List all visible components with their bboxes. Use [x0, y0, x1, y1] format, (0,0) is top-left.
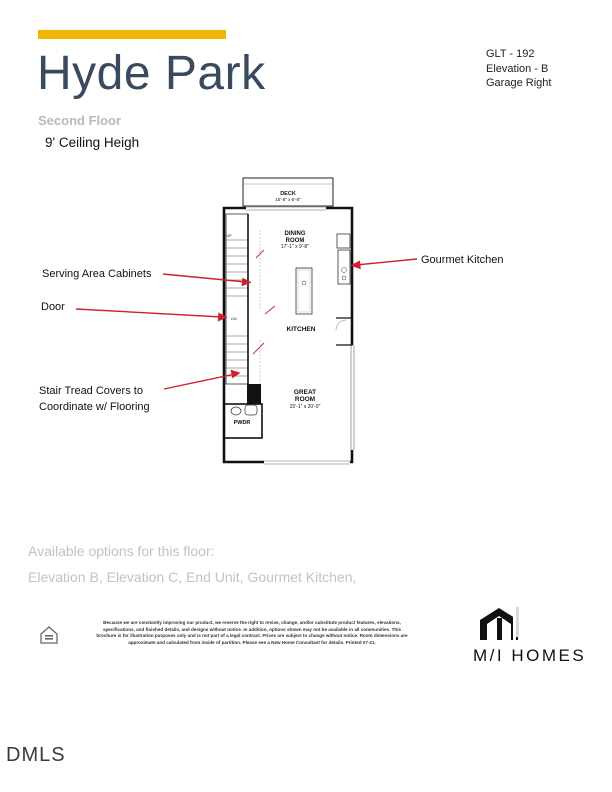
great-name-2: ROOM [294, 396, 316, 403]
deck-size: 15'-8" x 6'-8" [275, 197, 301, 202]
dmls-watermark: DMLS [6, 744, 66, 766]
kitchen-name: KITCHEN [286, 326, 316, 333]
callout-serving-cabinets: Serving Area Cabinets [42, 268, 152, 280]
column [247, 384, 261, 404]
elevation-label: Elevation - B [486, 62, 549, 75]
callout-door: Door [41, 301, 65, 313]
deck-name: DECK [280, 191, 296, 197]
options-list: Elevation B, Elevation C, End Unit, Gourmet Kitchen, [28, 569, 357, 585]
stair-up-label: UP [226, 234, 232, 238]
floor-label: Second Floor [38, 113, 122, 128]
legal-disclaimer: Because we are constantly improving our product, we reserve the right to revise, change, and/or substitute product features, elevations, specifications, and finished details, and designs without notice. In addition, options shown may not be available in all communities. This brochure is for illustration purposes only and is not part of a legal contract. Prices are subject to change without notice. Room dimensions are approximate and calculated from inside of partition. Please see a New Home Consultant for details. Printed 07-21. [96, 620, 408, 645]
mi-homes-logo-icon [478, 604, 520, 642]
callout-gourmet-kitchen: Gourmet Kitchen [421, 254, 504, 266]
options-heading: Available options for this floor: [28, 543, 215, 559]
plan-code: GLT - 192 [486, 48, 535, 60]
equal-housing-icon [38, 624, 60, 646]
stairs [226, 214, 248, 384]
mi-homes-logo-text: M/I HOMES [473, 646, 587, 665]
stair-dn-label: DN [231, 317, 237, 321]
kitchen-island [296, 268, 312, 314]
great-name-1: GREAT [293, 389, 317, 396]
dining-size: 17'-1" x 9'-8" [281, 244, 309, 250]
plan-title: Hyde Park [37, 47, 266, 100]
garage-label: Garage Right [486, 77, 552, 89]
pwdr-name: PWDR [233, 420, 251, 426]
callout-stair-line1: Stair Tread Covers to [39, 385, 143, 397]
great-size: 15'-1" x 20'-0" [289, 404, 321, 410]
dining-name-1: DINING [284, 231, 306, 237]
kitchen-counter [338, 250, 350, 284]
ceiling-note: 9' Ceiling Heigh [45, 135, 140, 150]
callout-stair-line2: Coordinate w/ Flooring [39, 401, 150, 413]
dining-name-2: ROOM [285, 238, 305, 244]
